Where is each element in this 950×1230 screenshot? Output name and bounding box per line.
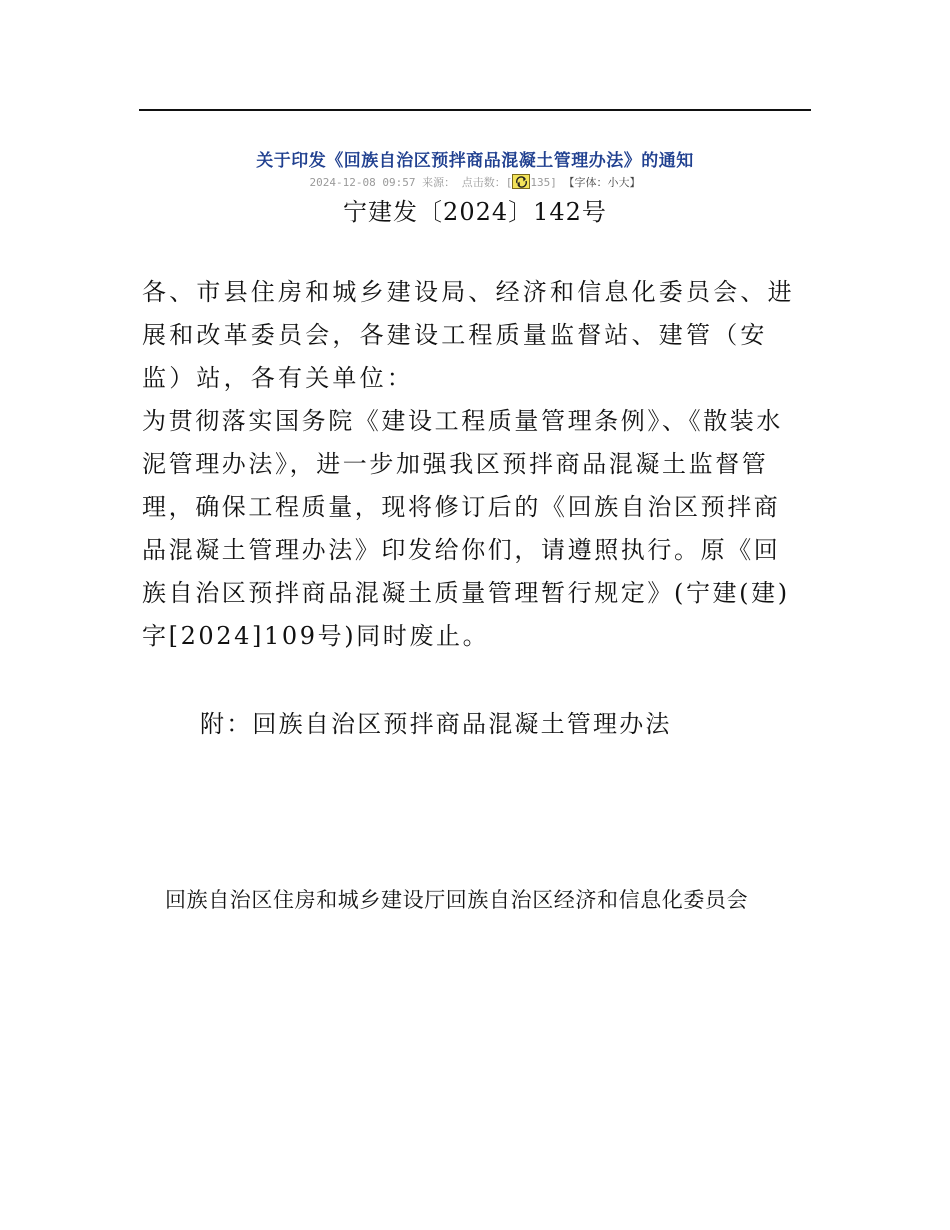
issuer-signature: 回族自治区住房和城乡建设厅回族自治区经济和信息化委员会 bbox=[165, 888, 749, 912]
source-label: 来源： bbox=[422, 176, 456, 189]
refresh-icon[interactable] bbox=[512, 174, 530, 189]
body-paragraph: 为贯彻落实国务院《建设工程质量管理条例》、《散装水泥管理办法》，进一步加强我区预拌商品混凝土监督管理，确保工程质量，现将修订后的《回族自治区预拌商品混凝土管理办法》印发给你们，请遵照执行。原《回族自治区预拌商品混凝土质量管理暂行规定》(宁建(建)字[2024]109号)同时废止。 bbox=[142, 407, 790, 650]
clicks-label: 点击数：[ bbox=[461, 176, 513, 189]
document-number: 宁建发〔2024〕142号 bbox=[343, 198, 607, 226]
attachment-line: 附：回族自治区预拌商品混凝土管理办法 bbox=[200, 710, 672, 738]
article-meta bbox=[139, 174, 811, 190]
click-count: 135] bbox=[530, 176, 557, 189]
publish-date: 2024-12-08 09:57 bbox=[309, 176, 416, 189]
salutation: 各、市县住房和城乡建设局、经济和信息化委员会、进展和改革委员会，各建设工程质量监督站、建管（安监）站，各有关单位： bbox=[142, 278, 795, 392]
font-large-link[interactable]: 大】 bbox=[618, 176, 641, 189]
header-rule bbox=[139, 109, 811, 111]
font-small-link[interactable]: 小 bbox=[607, 176, 619, 189]
article-title: 关于印发《回族自治区预拌商品混凝土管理办法》的通知 bbox=[256, 151, 694, 171]
font-size-label: 【字体： bbox=[563, 176, 608, 189]
